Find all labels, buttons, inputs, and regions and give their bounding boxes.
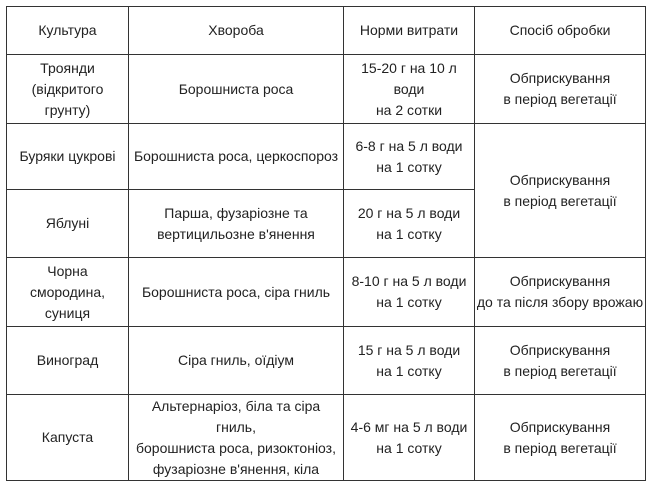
table-row: [7, 327, 646, 395]
disease-cell: Альтернаріоз, біла та сіра гниль, борошниста роса, ризоктоніоз, фузаріозне в'янення, кіла: [129, 395, 344, 481]
header-disease: Хвороба: [129, 7, 344, 55]
method-cell: Обприскування в період вегетації: [475, 327, 646, 395]
crop-cell: Капуста: [7, 395, 129, 481]
table-header-row: [7, 7, 646, 55]
disease-cell: Борошниста роса: [129, 55, 344, 124]
disease-cell: Парша, фузаріозне та вертицильозне в'янення: [129, 190, 344, 258]
crop-cell: Троянди (відкритого грунту): [7, 55, 129, 124]
crop-cell: Чорна смородина, суниця: [7, 258, 129, 327]
disease-cell: Борошниста роса, церкоспороз: [129, 124, 344, 190]
rate-cell: 15-20 г на 10 л води на 2 сотки: [344, 55, 475, 124]
method-cell: Обприскування в період вегетації: [475, 124, 646, 258]
crop-cell: Виноград: [7, 327, 129, 395]
treatment-table: [6, 6, 646, 481]
rate-cell: 4-6 мг на 5 л води на 1 сотку: [344, 395, 475, 481]
disease-cell: Борошниста роса, сіра гниль: [129, 258, 344, 327]
disease-cell: Сіра гниль, оїдіум: [129, 327, 344, 395]
table-row: [7, 258, 646, 327]
header-method: Спосіб обробки: [475, 7, 646, 55]
method-cell: Обприскування в період вегетації: [475, 55, 646, 124]
crop-cell: Яблуні: [7, 190, 129, 258]
crop-cell: Буряки цукрові: [7, 124, 129, 190]
table-row: [7, 124, 646, 190]
method-cell: Обприскування до та після збору врожаю: [475, 258, 646, 327]
table-row: [7, 55, 646, 124]
header-crop: Культура: [7, 7, 129, 55]
method-cell: Обприскування в період вегетації: [475, 395, 646, 481]
rate-cell: 8-10 г на 5 л води на 1 сотку: [344, 258, 475, 327]
rate-cell: 20 г на 5 л води на 1 сотку: [344, 190, 475, 258]
table-row: [7, 395, 646, 481]
header-rate: Норми витрати: [344, 7, 475, 55]
rate-cell: 6-8 г на 5 л води на 1 сотку: [344, 124, 475, 190]
rate-cell: 15 г на 5 л води на 1 сотку: [344, 327, 475, 395]
